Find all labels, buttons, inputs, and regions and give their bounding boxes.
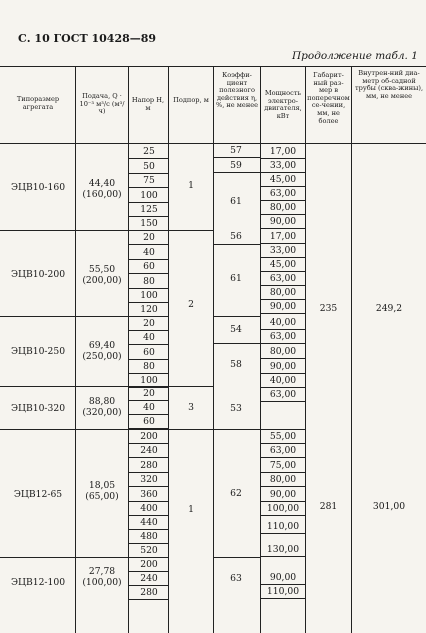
power-row-rule — [260, 158, 305, 159]
head-row-rule — [128, 330, 168, 331]
efficiency-value: 63 — [230, 573, 242, 584]
head-value: 320 — [140, 474, 158, 485]
col-header-backpressure: Подпор, м — [173, 96, 209, 104]
col-divider — [128, 66, 129, 633]
continuation-label: Продолжение табл. 1 — [292, 50, 418, 62]
efficiency-value: 62 — [230, 488, 242, 499]
power-row-rule — [260, 486, 305, 487]
head-row-rule — [128, 571, 168, 572]
flow-hour: (320,00) — [82, 407, 122, 418]
power-value: 110,00 — [266, 521, 300, 532]
head-value: 280 — [140, 460, 158, 471]
power-row-rule — [260, 515, 305, 516]
col-header-efficiency: Коэффи-циент полезного действия η, %, не менее — [215, 71, 259, 110]
flow-hour: (100,00) — [82, 577, 122, 588]
power-value: 90,00 — [269, 301, 297, 312]
power-value: 40,00 — [269, 375, 297, 386]
efficiency-rule — [213, 172, 260, 173]
power-row-rule — [260, 243, 305, 244]
head-value: 80 — [143, 276, 155, 287]
power-row-rule — [260, 401, 305, 402]
head-value: 40 — [143, 332, 155, 343]
col-divider — [75, 66, 76, 633]
efficiency-value: 56 — [230, 231, 242, 242]
head-row-rule — [128, 302, 168, 303]
head-value: 60 — [143, 347, 155, 358]
efficiency-value: 57 — [230, 145, 242, 156]
power-row-rule — [260, 200, 305, 201]
backpressure-value: 1 — [188, 180, 194, 191]
type-label: ЭЦВ12-100 — [10, 577, 66, 588]
head-value: 20 — [143, 388, 155, 399]
efficiency-value: 53 — [230, 403, 242, 414]
efficiency-rule — [213, 244, 260, 245]
efficiency-value: 54 — [230, 324, 242, 335]
head-row-rule — [128, 216, 168, 217]
flow-value: 55,50 — [88, 264, 116, 275]
power-value: 80,00 — [269, 346, 297, 357]
power-value: 45,00 — [269, 174, 297, 185]
power-row-rule — [260, 501, 305, 502]
power-row-rule — [260, 271, 305, 272]
power-row-rule — [260, 598, 305, 599]
head-row-rule — [128, 585, 168, 586]
head-value: 200 — [140, 559, 158, 570]
power-row-rule — [260, 387, 305, 388]
power-row-rule — [260, 373, 305, 374]
head-value: 60 — [143, 416, 155, 427]
head-value: 280 — [140, 587, 158, 598]
flow-hour: (160,00) — [82, 189, 122, 200]
group-rule — [0, 230, 213, 231]
size-value: 235 — [319, 303, 338, 314]
power-row-rule — [260, 358, 305, 359]
head-row-rule — [128, 599, 168, 600]
power-value: 55,00 — [269, 431, 297, 442]
power-value: 110,00 — [266, 586, 300, 597]
head-row-rule — [128, 158, 168, 159]
head-row-rule — [128, 543, 168, 544]
head-value: 440 — [140, 517, 158, 528]
head-value: 20 — [143, 232, 155, 243]
head-value: 125 — [140, 204, 158, 215]
power-row-rule — [260, 228, 305, 229]
flow-hour: (65,00) — [85, 491, 119, 502]
head-row-rule — [128, 288, 168, 289]
backpressure-value: 1 — [188, 504, 194, 515]
group-rule — [0, 386, 213, 387]
head-value: 240 — [140, 573, 158, 584]
type-label: ЭЦВ10-200 — [10, 269, 66, 280]
power-row-rule — [260, 472, 305, 473]
efficiency-value: 58 — [230, 359, 242, 370]
head-value: 100 — [140, 190, 158, 201]
head-value: 120 — [140, 304, 158, 315]
power-value: 63,00 — [269, 273, 297, 284]
head-row-rule — [128, 259, 168, 260]
power-value: 63,00 — [269, 188, 297, 199]
power-value: 63,00 — [269, 445, 297, 456]
head-row-rule — [128, 457, 168, 458]
power-value: 80,00 — [269, 202, 297, 213]
flow-value: 18,05 — [88, 480, 116, 491]
power-value: 90,00 — [269, 489, 297, 500]
power-row-rule — [260, 329, 305, 330]
diameter-value: 301,00 — [372, 501, 406, 512]
flow-value: 88,80 — [88, 396, 116, 407]
head-value: 520 — [140, 545, 158, 556]
power-value: 90,00 — [269, 361, 297, 372]
head-value: 25 — [143, 146, 155, 157]
head-row-rule — [128, 557, 168, 558]
power-value: 45,00 — [269, 259, 297, 270]
head-row-rule — [128, 359, 168, 360]
head-row-rule — [128, 428, 168, 429]
head-row-rule — [128, 316, 168, 317]
power-value: 80,00 — [269, 287, 297, 298]
head-row-rule — [128, 414, 168, 415]
efficiency-value: 59 — [230, 160, 242, 171]
head-value: 20 — [143, 318, 155, 329]
head-row-rule — [128, 187, 168, 188]
power-value: 90,00 — [269, 216, 297, 227]
power-row-rule — [260, 443, 305, 444]
head-value: 60 — [143, 261, 155, 272]
power-row-rule — [260, 584, 305, 585]
efficiency-value: 61 — [230, 196, 242, 207]
flow-value: 27,78 — [88, 566, 116, 577]
col-divider — [351, 66, 352, 633]
diameter-value: 249,2 — [375, 303, 403, 314]
head-value: 100 — [140, 375, 158, 386]
backpressure-value: 3 — [188, 402, 194, 413]
power-value: 130,00 — [266, 544, 300, 555]
power-row-rule — [260, 172, 305, 173]
type-label: ЭЦВ12-65 — [13, 489, 63, 500]
head-row-rule — [128, 344, 168, 345]
col-divider — [305, 66, 306, 633]
head-value: 40 — [143, 247, 155, 258]
col-header-power: Мощность электро-двигателя, кВт — [264, 89, 302, 120]
power-row-rule — [260, 343, 305, 344]
power-row-rule — [260, 186, 305, 187]
power-value: 63,00 — [269, 331, 297, 342]
efficiency-rule — [213, 157, 260, 158]
power-row-rule — [260, 457, 305, 458]
col-divider — [213, 66, 214, 633]
efficiency-rule — [213, 557, 260, 558]
col-divider — [260, 66, 261, 633]
head-value: 100 — [140, 290, 158, 301]
flow-value: 69,40 — [88, 340, 116, 351]
col-header-size: Габарит-ный раз-мер в поперечном се-чении, мм, не более — [307, 71, 350, 125]
power-row-rule — [260, 257, 305, 258]
power-value: 33,00 — [269, 160, 297, 171]
type-label: ЭЦВ10-250 — [10, 346, 66, 357]
power-value: 40,00 — [269, 317, 297, 328]
head-row-rule — [128, 173, 168, 174]
backpressure-value: 2 — [188, 299, 194, 310]
head-value: 150 — [140, 218, 158, 229]
head-value: 200 — [140, 431, 158, 442]
power-value: 63,00 — [269, 389, 297, 400]
head-row-rule — [128, 443, 168, 444]
type-label: ЭЦВ10-160 — [10, 182, 66, 193]
flow-hour: (250,00) — [82, 351, 122, 362]
col-header-head: Напор H, м — [131, 96, 165, 112]
power-value: 100,00 — [266, 503, 300, 514]
head-value: 50 — [143, 161, 155, 172]
head-value: 400 — [140, 503, 158, 514]
head-row-rule — [128, 515, 168, 516]
power-value: 17,00 — [269, 231, 297, 242]
head-row-rule — [128, 472, 168, 473]
head-row-rule — [128, 529, 168, 530]
power-row-rule — [260, 214, 305, 215]
flow-value: 44,40 — [88, 178, 116, 189]
head-value: 240 — [140, 445, 158, 456]
power-value: 17,00 — [269, 146, 297, 157]
power-value: 75,00 — [269, 460, 297, 471]
head-value: 360 — [140, 489, 158, 500]
power-value: 80,00 — [269, 474, 297, 485]
type-label: ЭЦВ10-320 — [10, 403, 66, 414]
head-row-rule — [128, 486, 168, 487]
size-value: 281 — [319, 501, 338, 512]
efficiency-rule — [213, 343, 260, 344]
head-row-rule — [128, 244, 168, 245]
group-rule — [0, 429, 305, 430]
efficiency-value: 61 — [230, 273, 242, 284]
head-row-rule — [128, 230, 168, 231]
power-row-rule — [260, 556, 305, 557]
head-row-rule — [128, 501, 168, 502]
col-divider — [168, 66, 169, 633]
power-value: 90,00 — [269, 572, 297, 583]
head-value: 80 — [143, 361, 155, 372]
col-header-diameter: Внутрен-ний диа-метр об-садной трубы (сква-жины), мм, не менее — [354, 69, 424, 100]
page-header: С. 10 ГОСТ 10428—89 — [18, 32, 157, 45]
power-row-rule — [260, 533, 305, 534]
head-value: 75 — [143, 175, 155, 186]
col-header-flow: Подача, Q · 10⁻³ м³/с (м³/ч) — [79, 92, 125, 116]
head-row-rule — [128, 202, 168, 203]
head-row-rule — [128, 373, 168, 374]
head-value: 480 — [140, 531, 158, 542]
head-row-rule — [128, 400, 168, 401]
head-value: 40 — [143, 402, 155, 413]
power-row-rule — [260, 313, 305, 314]
power-value: 33,00 — [269, 245, 297, 256]
efficiency-rule — [213, 316, 260, 317]
col-header-type: Типоразмер агрегата — [16, 95, 60, 111]
power-row-rule — [260, 299, 305, 300]
flow-hour: (200,00) — [82, 275, 122, 286]
power-row-rule — [260, 285, 305, 286]
head-row-rule — [128, 273, 168, 274]
